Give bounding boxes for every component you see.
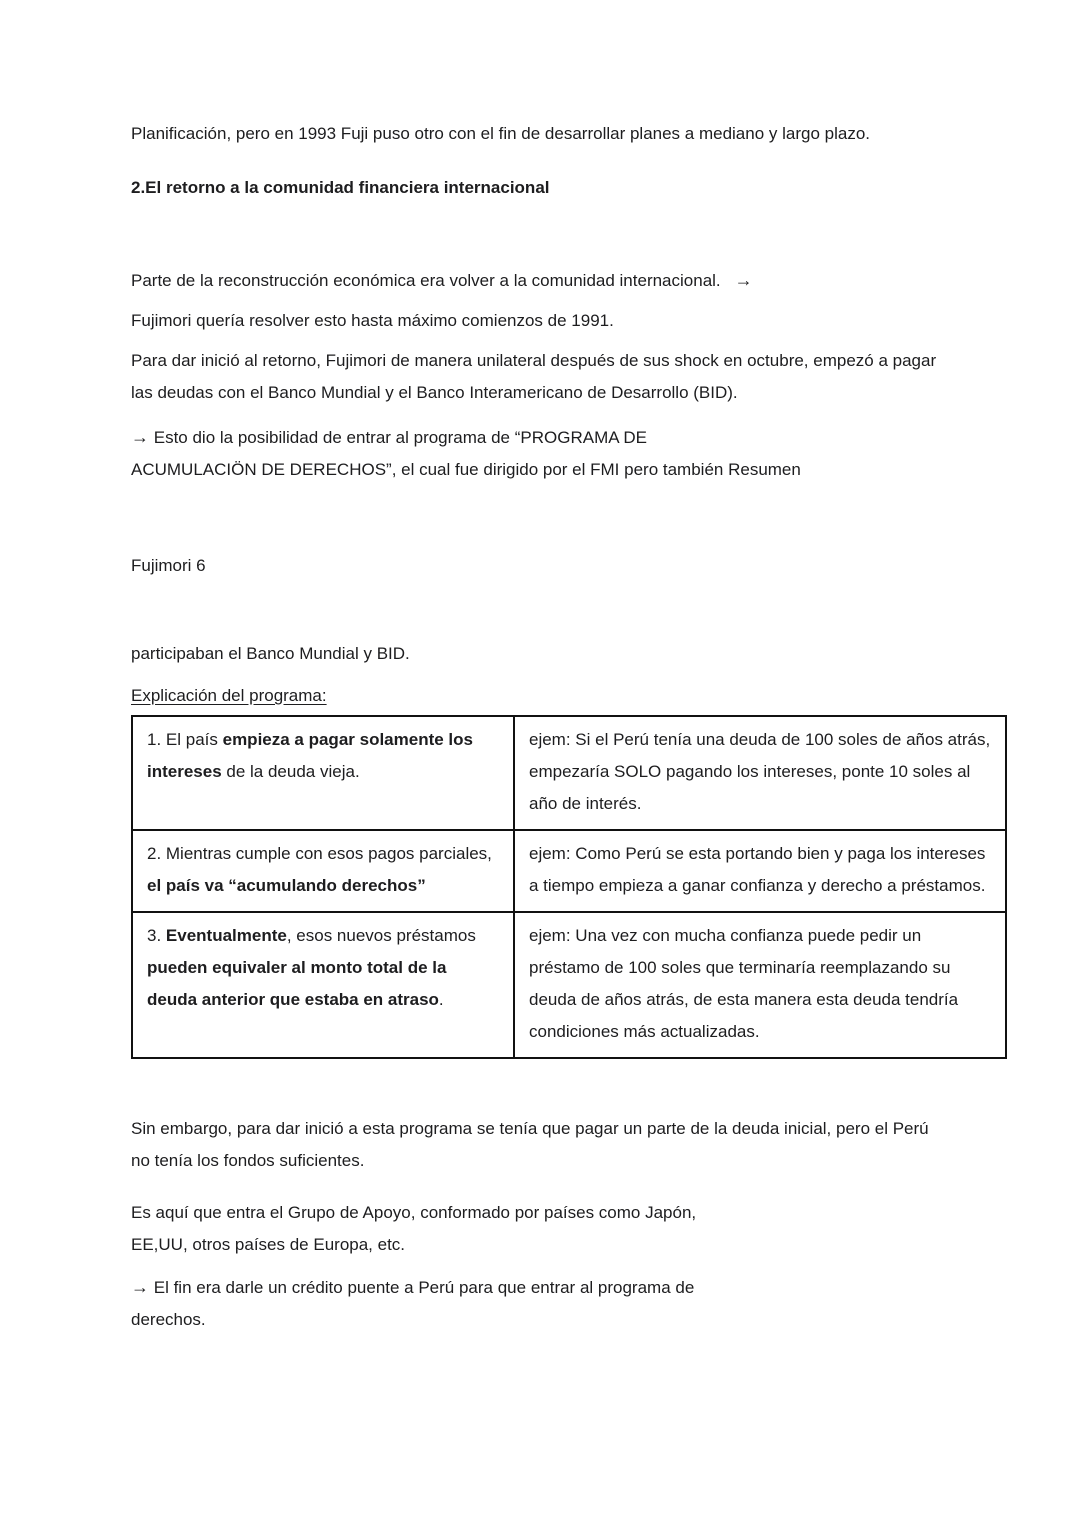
step-text-bold: el país va “acumulando derechos”: [147, 876, 426, 895]
paragraph-para-dar-inicio: Para dar inició al retorno, Fujimori de manera unilateral después de sus shock en octubre, empezó a pagar las deudas con el Banco Mundial y el Banco Interamericano de Desarrollo (BID).: [131, 351, 937, 402]
paragraph-fujimori-queria: Fujimori quería resolver esto hasta máximo comienzos de 1991.: [131, 311, 614, 330]
right-arrow-icon: →: [131, 1277, 149, 1297]
paragraph-planificacion: Planificación, pero en 1993 Fuji puso otro con el fin de desarrollar planes a mediano y largo plazo.: [131, 124, 871, 143]
paragraph-el-fin: [131, 1271, 948, 1336]
paragraph-text: derechos.: [131, 1310, 206, 1329]
paragraph-participaban: participaban el Banco Mundial y BID.: [131, 644, 410, 663]
paragraph-text: Es aquí que entra el Grupo de Apoyo, conformado por países como Japón,: [131, 1203, 697, 1222]
table-cell-step-3: [132, 912, 514, 1058]
table-row-step-3: [132, 912, 1006, 1058]
paragraph-esto-dio: [131, 421, 948, 486]
table-cell-example-3: ejem: Una vez con mucha confianza puede pedir un préstamo de 100 soles que terminaría reemplazando su deuda de años atrás, de esta manera esta deuda tendría condiciones más actualizadas.: [514, 912, 1006, 1058]
step-text: 3.: [147, 926, 166, 945]
paragraph-text: EE,UU, otros países de Europa, etc.: [131, 1235, 406, 1254]
step-text: , esos nuevos préstamos: [286, 926, 476, 945]
paragraph-text: ACUMULACIÖN DE DERECHOS”, el cual fue dirigido por el FMI pero también Resumen: [131, 460, 801, 479]
right-arrow-icon: →: [131, 427, 149, 447]
program-explanation-table: [131, 715, 1007, 1059]
step-text-bold: pueden equivaler al monto total de la deuda anterior que estaba en atraso: [147, 958, 447, 1009]
table-row-step-1: [132, 716, 1006, 830]
step-text: 1. El país: [147, 730, 223, 749]
right-arrow-icon: →: [734, 270, 753, 290]
paragraph-sin-embargo: Sin embargo, para dar inició a esta programa se tenía que pagar un parte de la deuda inicial, pero el Perú no tenía los fondos suficientes.: [131, 1119, 929, 1170]
paragraph-text: Esto dio la posibilidad de entrar al programa de “PROGRAMA DE: [153, 428, 647, 447]
page-label-fujimori-6: Fujimori 6: [131, 556, 206, 575]
step-text-bold: Eventualmente: [165, 926, 287, 945]
table-cell-step-1: [132, 716, 514, 830]
paragraph-text: El fin era darle un crédito puente a Perú para que entrar al programa de: [153, 1278, 695, 1297]
step-text: .: [438, 990, 444, 1009]
table-cell-step-2: [132, 830, 514, 912]
step-text: 2. Mientras cumple con esos pagos parciales,: [147, 844, 492, 863]
table-cell-example-1: ejem: Si el Perú tenía una deuda de 100 soles de años atrás, empezaría SOLO pagando los intereses, ponte 10 soles al año de interés.: [514, 716, 1006, 830]
section-heading-retorno: 2.El retorno a la comunidad financiera internacional: [131, 178, 550, 197]
step-text-bold: empieza a pagar solamente los intereses: [147, 730, 473, 781]
paragraph-es-aqui: [131, 1197, 948, 1261]
step-text: de la deuda vieja.: [221, 762, 360, 781]
table-row-step-2: [132, 830, 1006, 912]
table-cell-example-2: ejem: Como Perú se esta portando bien y paga los intereses a tiempo empieza a ganar confianza y derecho a préstamos.: [514, 830, 1006, 912]
table-caption-explicacion: Explicación del programa:: [131, 686, 327, 705]
paragraph-text: Parte de la reconstrucción económica era volver a la comunidad internacional.: [131, 271, 721, 290]
paragraph-parte-reconstruccion: [131, 264, 948, 297]
